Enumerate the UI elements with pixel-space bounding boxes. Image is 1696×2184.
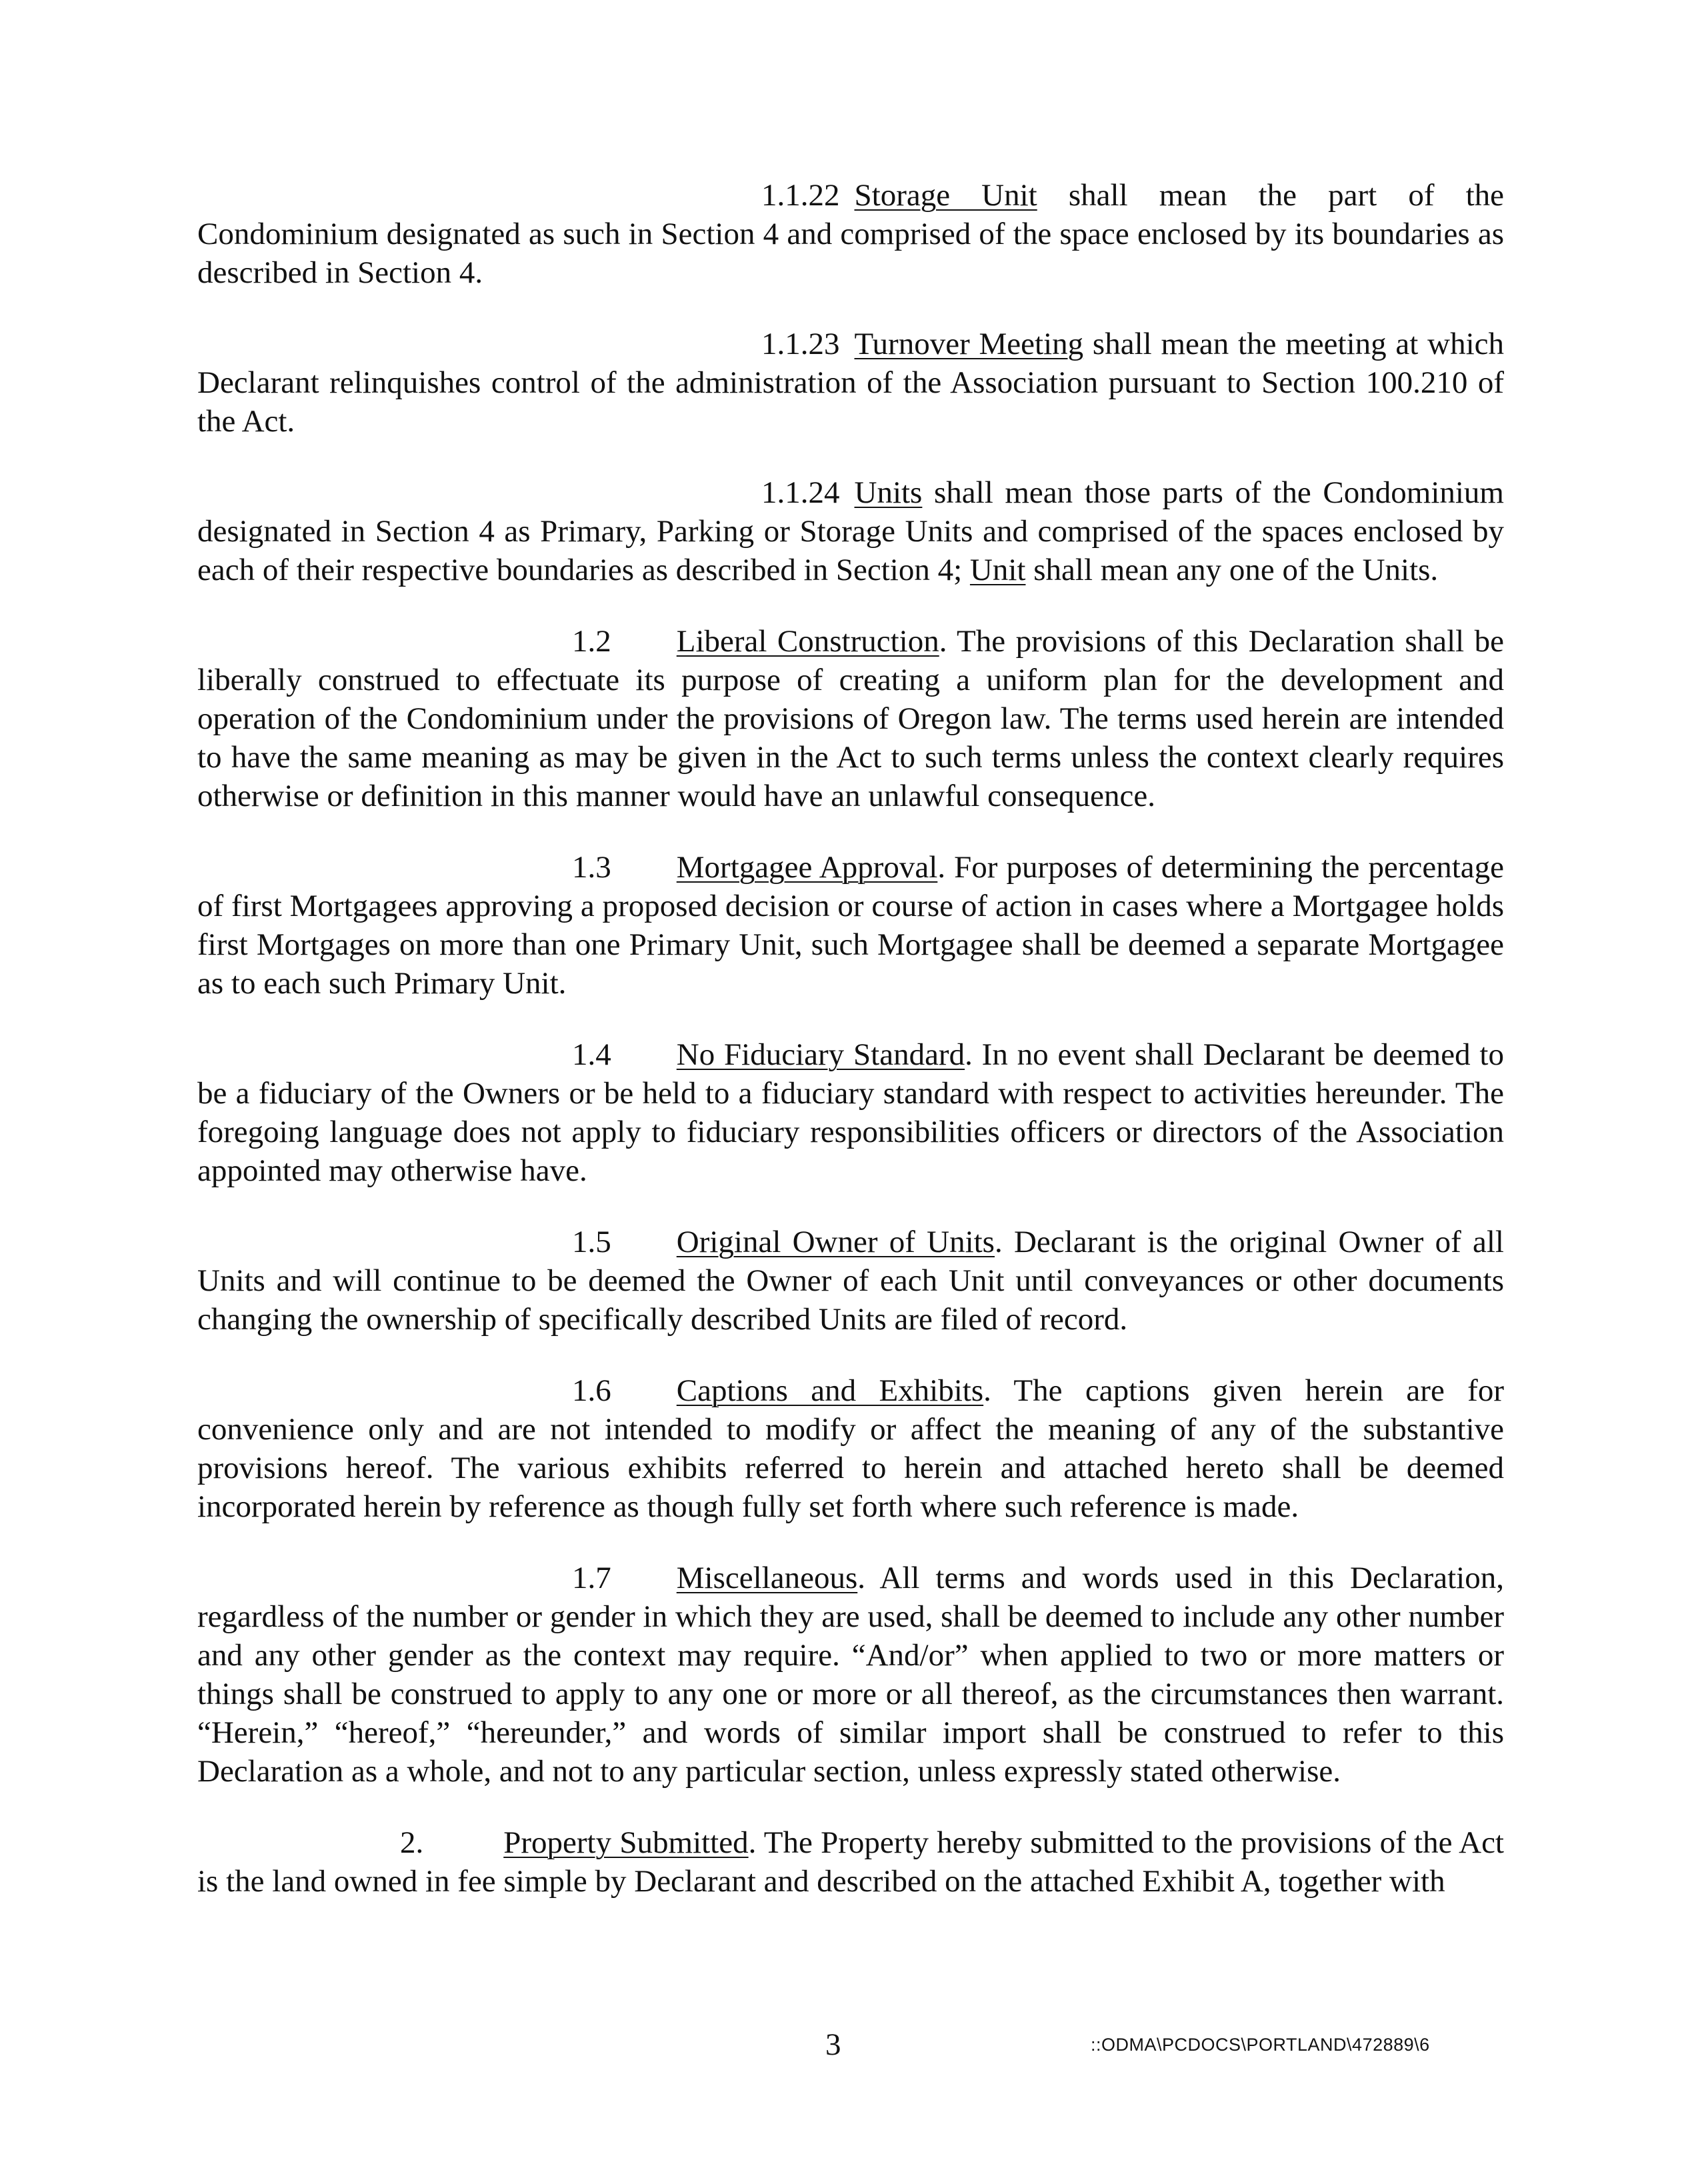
section-title: Liberal Construction (676, 624, 939, 659)
section-1-1-22 (197, 176, 1504, 292)
section-text: shall mean any one of the Units. (1025, 553, 1439, 587)
section-title: No Fiduciary Standard (676, 1037, 965, 1072)
section-number: 1.5 (572, 1225, 611, 1259)
section-text: shall mean those parts of the Condominium designated in Section 4 as Primary, Parking or Storage Units and comprised of the spaces enclosed by each of their respective boundaries as described in Section 4; (197, 475, 1504, 587)
section-number: 1.1.24 (761, 475, 840, 510)
section-1-4 (197, 1035, 1504, 1190)
section-title: Mortgagee Approval (676, 850, 938, 885)
section-text: . All terms and words used in this Declaration, regardless of the number or gender in which they are used, shall be deemed to include any other number and any other gender as the context may require. “And/or” when applied to two or more matters or things shall be construed to apply to any one or more or all thereof, as the circumstances then warrant. “Herein,” “hereof,” “hereunder,” and words of similar import shall be construed to refer to this Declaration as a whole, and not to any particular section, unless expressly stated otherwise. (197, 1561, 1504, 1789)
section-title: Original Owner of Units (676, 1225, 995, 1259)
section-number: 1.6 (572, 1373, 611, 1408)
section-1-1-24 (197, 473, 1504, 589)
page-number: 3 (825, 2027, 841, 2062)
section-1-1-23 (197, 325, 1504, 441)
section-text: . The Property hereby submitted to the provisions of the Act is the land owned in fee simple by Declarant and described on the attached Exhibit A, together with (197, 1825, 1504, 1899)
section-title: Property Submitted (503, 1825, 749, 1860)
document-body (197, 176, 1504, 1933)
defined-term: Storage Unit (854, 178, 1037, 213)
section-2 (197, 1823, 1504, 1901)
section-text: . In no event shall Declarant be deemed to be a fiduciary of the Owners or be held to a fiduciary standard with respect to activities hereunder. The foregoing language does not apply to fiduciary responsibilities officers or directors of the Association appointed may otherwise have. (197, 1037, 1504, 1188)
section-text: . For purposes of determining the percentage of first Mortgagees approving a proposed decision or course of action in cases where a Mortgagee holds first Mortgages on more than one Primary Unit, such Mortgagee shall be deemed a separate Mortgagee as to each such Primary Unit. (197, 850, 1504, 1001)
section-text: . The captions given herein are for convenience only and are not intended to modify or affect the meaning of any of the substantive provisions hereof. The various exhibits referred to herein and attached hereto shall be deemed incorporated herein by reference as though fully set forth where such reference is made. (197, 1373, 1504, 1524)
document-path: ::ODMA\PCDOCS\PORTLAND\472889\6 (1091, 2035, 1430, 2055)
defined-term: Units (854, 475, 923, 510)
section-1-7 (197, 1559, 1504, 1791)
section-number: 1.7 (572, 1561, 611, 1595)
section-1-3 (197, 848, 1504, 1003)
section-number: 1.3 (572, 850, 611, 885)
section-1-2 (197, 622, 1504, 815)
section-text: shall mean the meeting at which Declarant relinquishes control of the administration of the Association pursuant to Section 100.210 of the Act. (197, 327, 1504, 439)
defined-term: Unit (969, 553, 1026, 587)
section-number: 1.1.22 (761, 178, 840, 213)
section-number: 2. (400, 1825, 424, 1860)
defined-term: Turnover Meeting (854, 327, 1084, 361)
section-number: 1.1.23 (761, 327, 840, 361)
section-number: 1.2 (572, 624, 611, 659)
section-title: Captions and Exhibits (676, 1373, 984, 1408)
section-title: Miscellaneous (676, 1561, 858, 1595)
section-1-6 (197, 1371, 1504, 1526)
section-number: 1.4 (572, 1037, 611, 1072)
section-text: . The provisions of this Declaration shall be liberally construed to effectuate its purpose of creating a uniform plan for the development and operation of the Condominium under the provisions of Oregon law. The terms used herein are intended to have the same meaning as may be given in the Act to such terms unless the context clearly requires otherwise or definition in this manner would have an unlawful consequence. (197, 624, 1504, 813)
section-text: shall mean the part of the Condominium designated as such in Section 4 and comprised of the space enclosed by its boundaries as described in Section 4. (197, 178, 1504, 290)
section-1-5 (197, 1223, 1504, 1339)
section-text: . Declarant is the original Owner of all Units and will continue to be deemed the Owner of each Unit until conveyances or other documents changing the ownership of specifically described Units are filed of record. (197, 1225, 1504, 1337)
